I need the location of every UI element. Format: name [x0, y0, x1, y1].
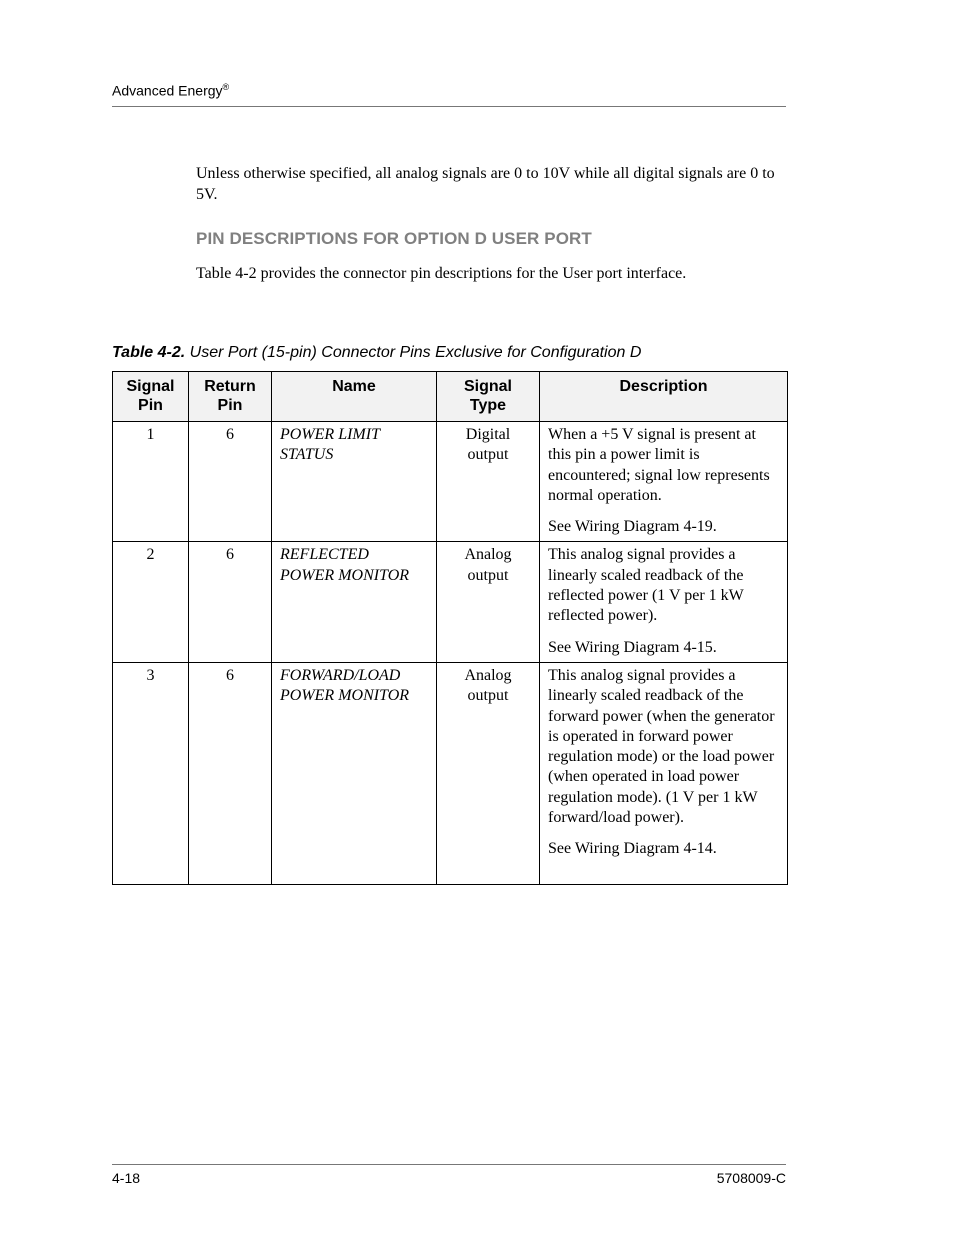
page-header: [112, 82, 786, 107]
section-paragraph: Table 4-2 provides the connector pin descriptions for the User port interface.: [196, 265, 687, 282]
return-pin-cell: 6: [189, 662, 272, 884]
signal-pin-cell: 2: [113, 542, 189, 662]
wiring-diagram-ref: See Wiring Diagram 4-14.: [548, 840, 717, 858]
description-text: When a +5 V signal is present at this pin a power limit is encountered; signal low represents normal operation.: [548, 426, 770, 504]
table-row: [113, 662, 788, 884]
name-cell: FORWARD/LOAD POWER MONITOR: [272, 662, 437, 884]
col-signal-type: Signal Type: [437, 372, 540, 422]
wiring-diagram-ref: See Wiring Diagram 4-19.: [548, 518, 717, 536]
signal-type-cell: Digital output: [437, 422, 540, 542]
page-footer: [112, 1164, 786, 1186]
description-cell: [540, 422, 788, 542]
signal-type-cell: Analog output: [437, 662, 540, 884]
table-row: [113, 422, 788, 542]
col-signal-pin: Signal Pin: [113, 372, 189, 422]
registered-mark: ®: [222, 82, 230, 92]
col-description: Description: [540, 372, 788, 422]
description-cell: [540, 662, 788, 884]
name-cell: REFLECTED POWER MONITOR: [272, 542, 437, 662]
table-row: [113, 542, 788, 662]
table-caption: [112, 344, 641, 362]
document-number: 5708009-C: [716, 1170, 786, 1186]
return-pin-cell: 6: [189, 422, 272, 542]
description-cell: [540, 542, 788, 662]
section-heading: PIN DESCRIPTIONS FOR OPTION D USER PORT: [196, 229, 592, 248]
wiring-diagram-ref: See Wiring Diagram 4-15.: [548, 638, 717, 656]
name-cell: POWER LIMIT STATUS: [272, 422, 437, 542]
col-name: Name: [272, 372, 437, 422]
return-pin-cell: 6: [189, 542, 272, 662]
signal-pin-cell: 3: [113, 662, 189, 884]
intro-paragraph: Unless otherwise specified, all analog signals are 0 to 10V while all digital signals are 0 to 5V.: [196, 165, 775, 203]
caption-label: Table 4-2.: [112, 344, 186, 361]
description-text: This analog signal provides a linearly scaled readback of the reflected power (1 V per 1 kW reflected power).: [548, 546, 744, 625]
header-company: Advanced Energy®: [112, 82, 230, 99]
col-return-pin: Return Pin: [189, 372, 272, 422]
caption-text: User Port (15-pin) Connector Pins Exclusive for Configuration D: [185, 344, 642, 361]
table-header-row: [113, 372, 788, 422]
signal-pin-cell: 1: [113, 422, 189, 542]
description-text: This analog signal provides a linearly scaled readback of the forward power (when the generator is operated in forward power regulation mode) or the load power (when operated in load power regulation mode). (1 V per 1 kW forward/load power).: [548, 666, 775, 827]
page-number: 4-18: [112, 1170, 141, 1186]
signal-type-cell: Analog output: [437, 542, 540, 662]
pin-table: [112, 371, 788, 885]
